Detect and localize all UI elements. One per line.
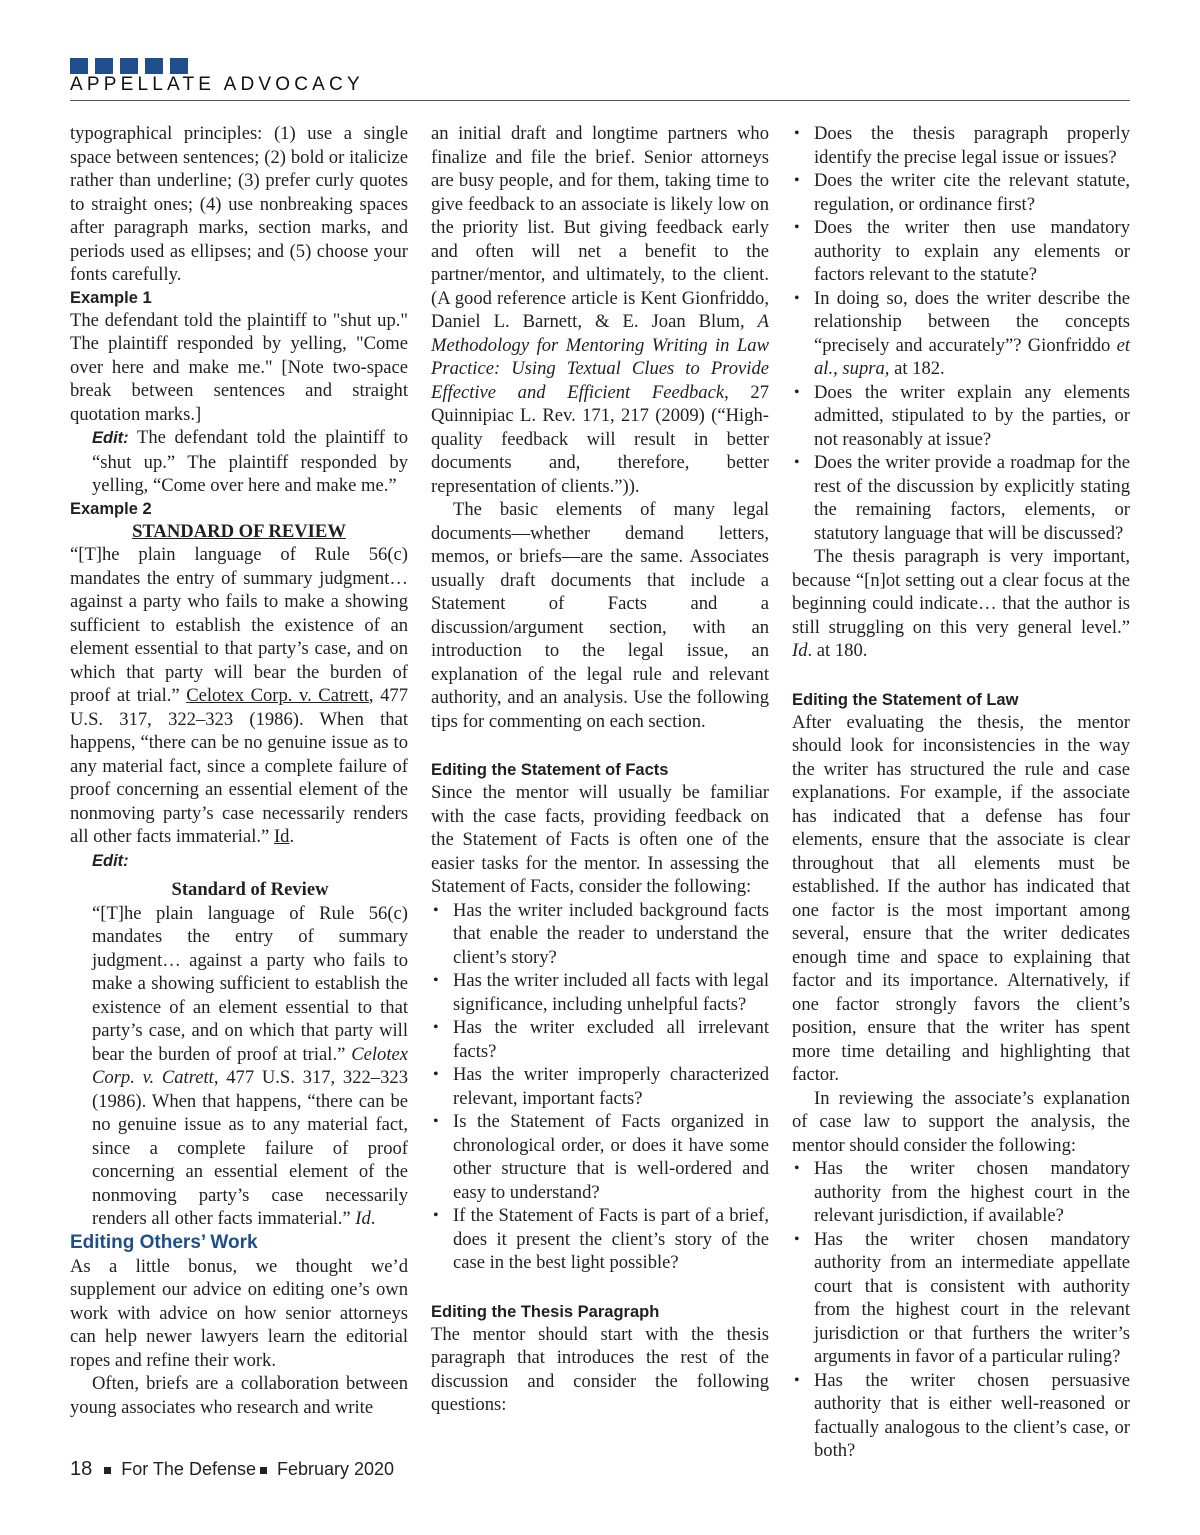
law-checklist: [792, 1157, 1130, 1463]
id-citation-italic: Id: [355, 1208, 371, 1229]
column-3: [792, 122, 1130, 1463]
section-label: APPELLATE ADVOCACY: [70, 74, 364, 95]
example-2-edit-b: , 477 U.S. 317, 322–323 (1986). When that happens, “there can be no genuine issue as to any material fact, since a complete failure of proof concerning an essential element of the nonmoving party’s case necessarily renders all other facts immaterial.”: [92, 1067, 408, 1229]
list-item: • Has the writer chosen persuasive authority that is either well-reasoned or factually analogous to the client’s case, or both?: [792, 1369, 1130, 1463]
header-squares-decoration: [70, 58, 1130, 74]
paragraph: The basic elements of many legal documents—whether demand letters, memos, or briefs—are the same. Associates usually draft documents that include a Statement of Facts and a discussion/argument section, with an introduction to the legal issue, an explanation of the legal rule and relevant authority, and an analysis. Use the following tips for commenting on each section.: [431, 499, 769, 732]
column-2: [431, 122, 769, 1417]
paragraph: typographical principles: (1) use a single space between sentences; (2) bold or italicize rather than underline; (3) prefer curly quotes to straight ones; (4) use nonbreaking spaces after paragraph marks, section marks, and periods used as ellipses; and (5) choose your fonts carefully.: [70, 123, 408, 285]
list-item: • Has the writer improperly characterized relevant, important facts?: [431, 1063, 769, 1110]
example-2-text-b: , 477 U.S. 317, 322–323 (1986). When that happens, “there can be no genuine issue as to any material fact, since a complete failure of proof concerning an essential element of the nonmoving party’s case necessarily renders all other facts immaterial.”: [70, 685, 409, 847]
facts-checklist: [431, 899, 769, 1275]
list-item: • Has the writer chosen mandatory authority from the highest court in the relevant jurisdiction, if available?: [792, 1157, 1130, 1228]
paragraph: Often, briefs are a collaboration between young associates who research and write: [70, 1373, 408, 1418]
paragraph-text: The thesis paragraph is very important, because “[n]ot setting out a clear focus at the beginning could indicate… that the author is still struggling on this very general level.”: [792, 546, 1130, 638]
edit-label: Edit:: [92, 429, 129, 447]
paragraph: Since the mentor will usually be familiar with the case facts, providing feedback on the Statement of Facts is often one of the easier tasks for the mentor. In assessing the Statement of Facts, consider the following:: [431, 782, 769, 897]
supra: supra,: [842, 358, 890, 379]
list-item: • Does the thesis paragraph properly identify the precise legal issue or issues?: [792, 122, 1130, 169]
list-item-text: at 182.: [889, 358, 945, 379]
example-1-text: The defendant told the plaintiff to "shut up." The plaintiff responded by yelling, "Come over here and make me." [Note two-space break between sentences and straight quotation marks.]: [70, 309, 408, 425]
list-item: • If the Statement of Facts is part of a brief, does it present the client’s story of the case in the best light possible?: [431, 1204, 769, 1275]
paragraph-text: . at 180.: [807, 640, 868, 661]
subheading-statement-of-facts: Editing the Statement of Facts: [431, 761, 669, 779]
id-citation: Id: [273, 826, 290, 847]
example-1-edit-text: The defendant told the plaintiff to “shut up.” The plaintiff responded by yelling, “Come over here and make me.”: [92, 427, 408, 496]
id-citation-italic: Id: [792, 640, 808, 661]
paragraph: [792, 545, 1130, 663]
list-item: • Does the writer cite the relevant statute, regulation, or ordinance first?: [792, 169, 1130, 216]
paragraph: [431, 122, 769, 498]
issue-date: February 2020: [277, 1459, 395, 1479]
page-footer: [70, 1458, 394, 1481]
list-item: • Has the writer chosen mandatory authority from an intermediate appellate court that is consistent with authority from the highest court in the relevant jurisdiction or that furthers the writer’s arguments in favor of a particular ruling?: [792, 1228, 1130, 1369]
example-2-edit-end: .: [370, 1208, 376, 1229]
example-2-edit-heading: Standard of Review: [171, 879, 329, 900]
example-2-end: .: [289, 826, 295, 847]
footer-square-icon: [104, 1467, 111, 1474]
paragraph-text: an initial draft and longtime partners who finalize and file the brief. Senior attorneys are busy people, and for them, taking time to give feedback to an associate is likely low on the priority list. But giving feedback early and often will net a benefit to the partner/mentor, and ultimately, to the client. (A good reference article is Kent Gionfriddo, Daniel L. Barnett, & E. Joan Blum,: [431, 123, 769, 332]
list-item: • Does the writer then use mandatory authority to explain any elements or factors relevant to the statute?: [792, 216, 1130, 287]
column-1: [70, 122, 408, 1419]
example-1-label: Example 1: [70, 288, 152, 307]
example-2-edit-label: [70, 849, 408, 874]
paragraph: After evaluating the thesis, the mentor should look for inconsistencies in the way the writer has structured the rule and case explanations. For example, if the associate has indicated that a defense has four elements, ensure that the associate is clear throughout that all elements must be established. If the author has indicated that one factor is the most important among several, ensure that the writer dedicates enough time and space to explaining that factor and its importance. Alternatively, if one factor strongly favors the client’s position, ensure that the writer has spent more time detailing and highlighting that factor.: [792, 711, 1130, 1085]
paragraph: As a little bonus, we thought we’d supplement our advice on editing one’s own work with advice on how senior attorneys can help newer lawyers learn the editorial ropes and refine their work.: [70, 1255, 408, 1371]
section-heading-editing-others: Editing Others’ Work: [70, 1231, 258, 1253]
article-title: A Methodology for Mentoring Writing in Law Practice: Using Textual Clues to Provide Effective and Efficient Feedback: [431, 311, 769, 403]
paragraph: The mentor should start with the thesis paragraph that introduces the rest of the discussion and consider the following questions:: [431, 1323, 769, 1415]
thesis-checklist: [792, 122, 1130, 545]
example-2-text: [70, 543, 408, 849]
example-2-heading: STANDARD OF REVIEW: [132, 520, 346, 542]
list-item: • Does the writer provide a roadmap for the rest of the discussion by explicitly stating the remaining factors, elements, or statutory language that will be discussed?: [792, 451, 1130, 545]
page-number: 18: [70, 1458, 93, 1480]
list-item: • Is the Statement of Facts organized in chronological order, or does it have some other structure that is well-ordered and easy to understand?: [431, 1110, 769, 1204]
subheading-statement-of-law: Editing the Statement of Law: [792, 690, 1019, 709]
example-2-edit-a: “[T]he plain language of Rule 56(c) mandates the entry of summary judgment… against a party who fails to make a showing sufficient to establish the existence of an element essential to that party’s case, and on which that party will bear the burden of proof at trial.”: [92, 902, 408, 1065]
list-item: • Has the writer included background facts that enable the reader to understand the client’s story?: [431, 899, 769, 970]
header-divider: [70, 100, 1130, 101]
list-item-text: In doing so, does the writer describe the relationship between the concepts “precisely and accurately”? Gionfriddo: [814, 287, 1130, 356]
example-1-edit: [70, 426, 408, 498]
edit-label: Edit:: [92, 851, 129, 870]
list-item: • Has the writer excluded all irrelevant facts?: [431, 1016, 769, 1063]
footer-square-icon: [260, 1467, 267, 1474]
list-item: • Has the writer included all facts with legal significance, including unhelpful facts?: [431, 969, 769, 1016]
example-2-text-a: “[T]he plain language of Rule 56(c) mandates the entry of summary judgment… against a party who fails to make a showing sufficient to establish the existence of an element essential to that party’s case, and on which that party will bear the burden of proof at trial.”: [70, 544, 408, 706]
list-item-text: ,: [833, 358, 843, 379]
list-item: [792, 287, 1130, 381]
paragraph-text: , 27 Quinnipiac L. Rev. 171, 217 (2009) (“High-quality feedback will result in better documents and, therefore, better representation of clients.”)).: [431, 381, 769, 497]
et-al: et al.: [814, 334, 1130, 379]
example-2-label: Example 2: [70, 499, 152, 518]
case-citation-italic: Celotex Corp. v. Catrett: [92, 1043, 408, 1088]
paragraph: In reviewing the associate’s explanation of case law to support the analysis, the mentor should consider the following:: [792, 1087, 1130, 1156]
page-header: [70, 58, 1130, 96]
list-item: • Does the writer explain any elements admitted, stipulated to by the parties, or not reasonably at issue?: [792, 381, 1130, 452]
example-2-edit-text: [70, 902, 408, 1231]
subheading-thesis-paragraph: Editing the Thesis Paragraph: [431, 1302, 660, 1321]
case-citation: Celotex Corp. v. Catrett: [186, 685, 369, 706]
publication-name: For The Defense: [121, 1459, 256, 1479]
